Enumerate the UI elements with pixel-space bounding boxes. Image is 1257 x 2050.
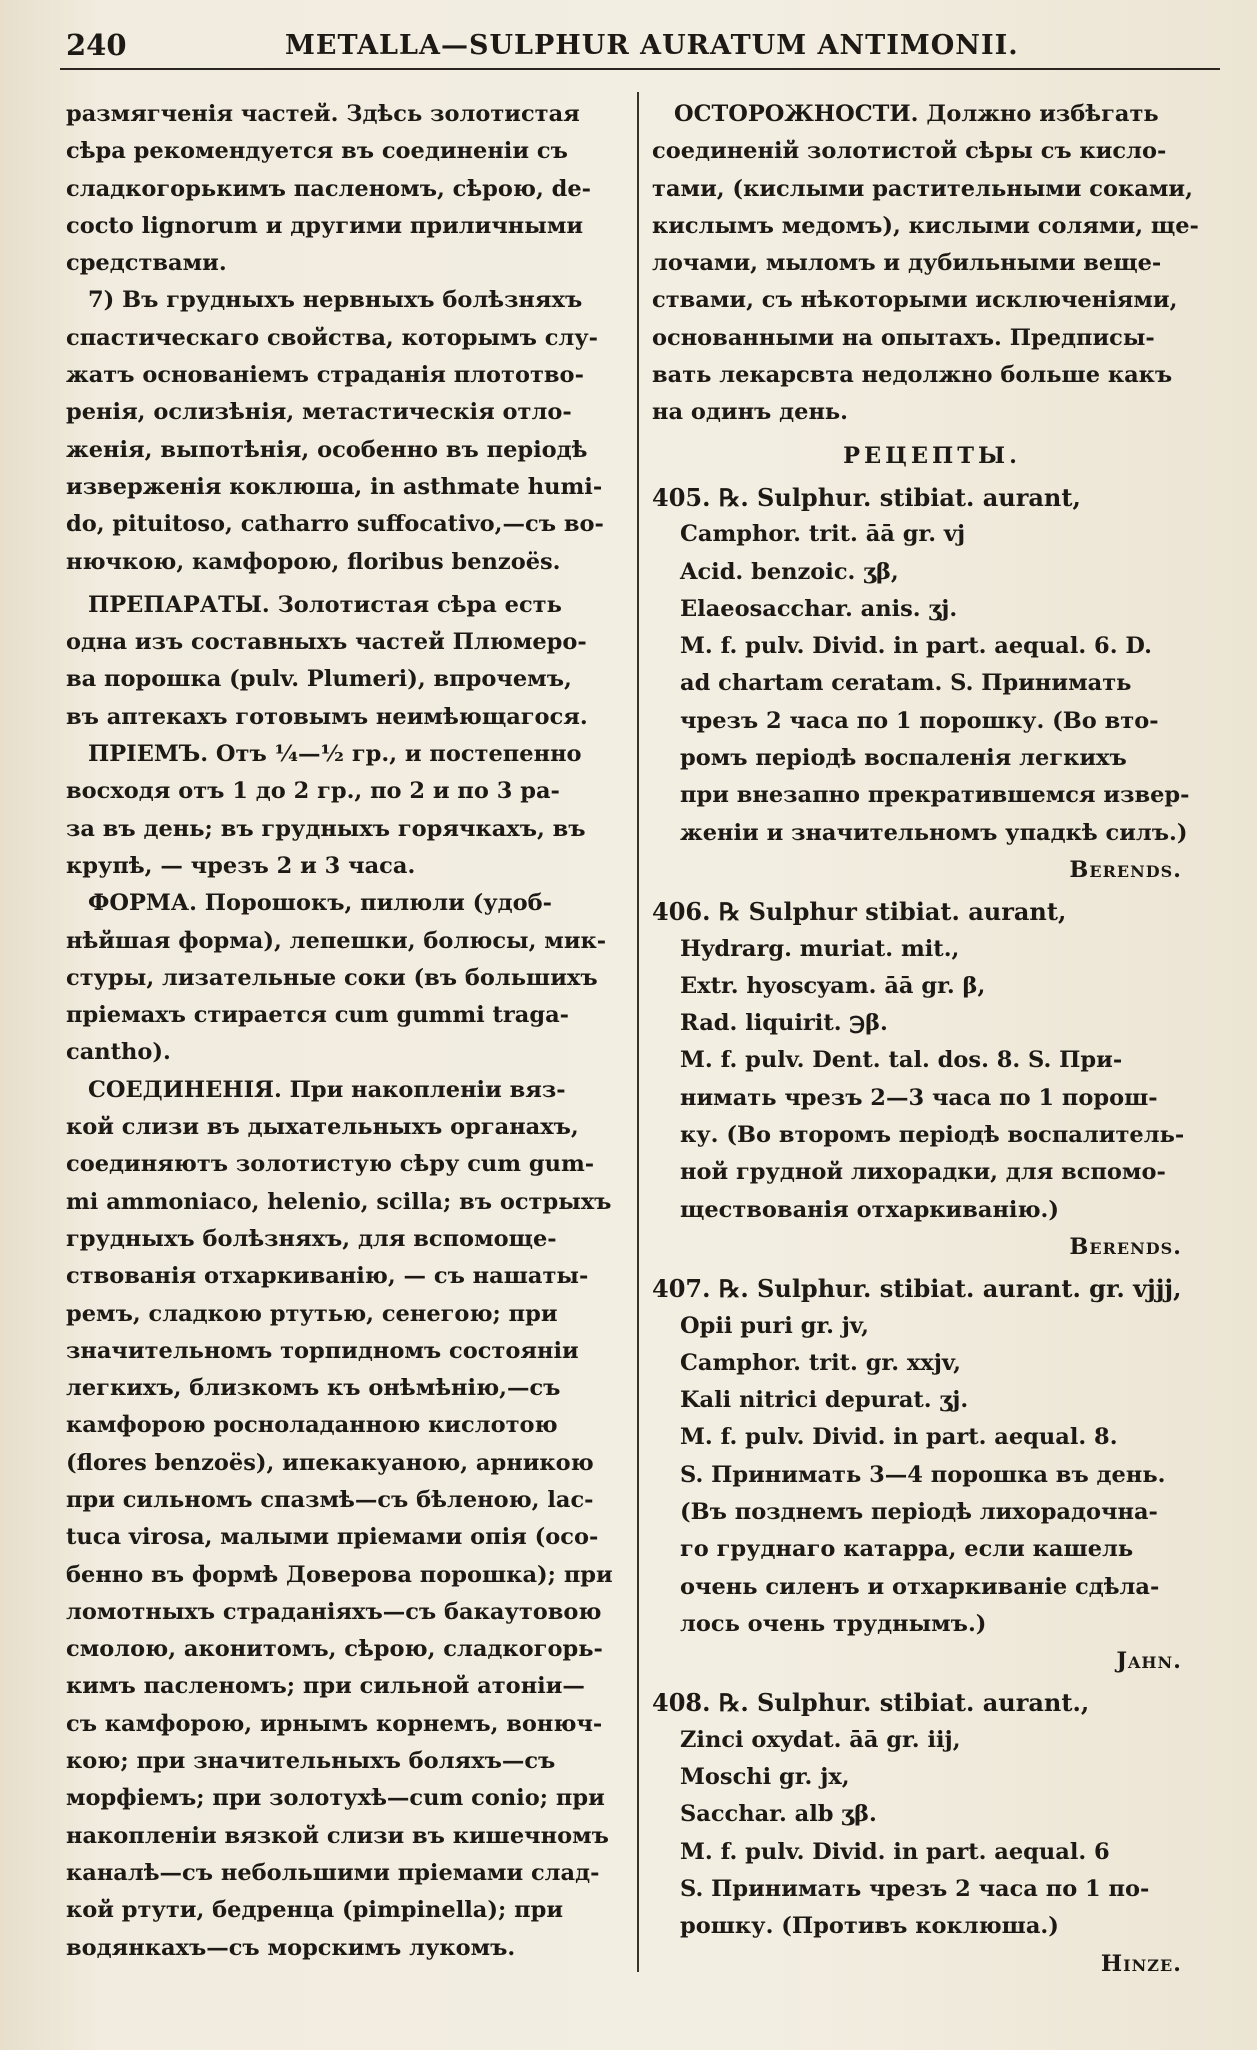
- text-line: съ камфорою, ирнымъ корнемъ, вонюч-: [66, 1710, 603, 1737]
- text-line: одна изъ составныхъ частей Плюмеро-: [66, 629, 587, 656]
- text-line: ку. (Во второмъ періодѣ воспалитель-: [680, 1122, 1185, 1149]
- text-line: кою; при значительныхъ боляхъ—съ: [66, 1748, 556, 1775]
- recipe-406-text: [652, 893, 1212, 1229]
- text-line: Opii puri gr. jv,: [680, 1312, 869, 1339]
- text-line: do, pituitoso, catharro suffocativo,—съ во-: [66, 511, 604, 538]
- text-line: бенно въ формѣ Доверова порошка); при: [66, 1561, 613, 1588]
- recipe-407: [652, 1270, 1212, 1680]
- text-line: средствами.: [66, 250, 227, 277]
- text-line: спастическаго свойства, которымъ слу-: [66, 324, 599, 351]
- right-column: [652, 96, 1212, 1983]
- text-line: кислымъ медомъ), кислыми солями, ще-: [652, 212, 1199, 239]
- text-line: 406. ℞ Sulphur stibiat. aurant,: [652, 897, 1067, 927]
- text-line: размягченія частей. Здѣсь золотистая: [66, 101, 580, 127]
- text-line: кой ртути, бедренца (pimpinella); при: [66, 1897, 564, 1924]
- text-line: 405. ℞. Sulphur. stibiat. aurant,: [652, 482, 1081, 512]
- text-line: ва порошка (pulv. Plumeri), впрочемъ,: [66, 666, 572, 693]
- text-line: основанными на опытахъ. Предписы-: [652, 324, 1155, 351]
- text-line: каналѣ—съ небольшими пріемами слад-: [66, 1859, 600, 1886]
- text-line: ad chartam ceratam. S. Принимать: [680, 670, 1132, 697]
- text-line: Kali nitrici depurat. ʒj.: [680, 1387, 969, 1414]
- text-line: 7) Въ грудныхъ нервныхъ болѣзняхъ: [88, 287, 583, 314]
- recipes-heading: РЕЦЕПТЫ.: [843, 442, 1021, 469]
- text-line: Hydrarg. muriat. mit.,: [680, 935, 960, 962]
- text-line: чрезъ 2 часа по 1 порошку. (Во вто-: [680, 707, 1159, 734]
- recipe-405-author: Berends.: [1069, 856, 1182, 883]
- text-line: при внезапно прекратившемся извер-: [680, 782, 1190, 809]
- text-line: ФОРМА. Порошокъ, пилюли (удоб-: [88, 890, 552, 917]
- text-line: въ аптекахъ готовымъ неимѣющагося.: [66, 703, 588, 730]
- page-number: 240: [66, 28, 127, 62]
- text-line: жатъ основаніемъ страданія плототво-: [66, 362, 584, 389]
- text-line: женія, выпотѣнія, особенно въ періодѣ: [66, 436, 588, 463]
- running-title: METALLA—SULPHUR AURATUM ANTIMONII.: [285, 30, 1019, 61]
- text-line: Acid. benzoic. ʒβ,: [680, 558, 899, 585]
- text-line: Moschi gr. jx,: [680, 1764, 850, 1791]
- text-line: го груднаго катарра, если кашель: [680, 1536, 1134, 1563]
- text-line: ромъ періодѣ воспаленія легкихъ: [680, 745, 1127, 772]
- text-line: соединяютъ золотистую сѣру cum gum-: [66, 1151, 595, 1178]
- text-line: морфіемъ; при золотухѣ—cum conio; при: [66, 1785, 605, 1812]
- text-line: нимать чрезъ 2—3 часа по 1 порош-: [680, 1084, 1158, 1111]
- text-line: женіи и значительномъ упадкѣ силъ.): [680, 819, 1188, 846]
- text-line: крупѣ, — чрезъ 2 и 3 часа.: [66, 852, 416, 879]
- text-line: стуры, лизательные соки (въ большихъ: [66, 964, 598, 991]
- paragraph-cautions: [652, 96, 1212, 432]
- paragraph-nervous-diseases: [66, 282, 624, 580]
- text-line: Camphor. trit. gr. xxjv,: [680, 1349, 961, 1376]
- text-line: сѣра рекомендуется въ соединеніи съ: [66, 138, 568, 165]
- text-line: кой слизи въ дыхательныхъ органахъ,: [66, 1114, 579, 1141]
- text-line: ной грудной лихорадки, для вспомо-: [680, 1159, 1166, 1186]
- recipe-406-author: Berends.: [1069, 1233, 1182, 1260]
- recipe-408-text: [652, 1684, 1212, 1945]
- recipe-405: [652, 479, 1212, 889]
- text-line: ствами, съ нѣкоторыми исключеніями,: [652, 287, 1178, 314]
- text-line: M. f. pulv. Divid. in part. aequal. 6: [680, 1838, 1110, 1865]
- text-line: восходя отъ 1 до 2 гр., по 2 и по 3 ра-: [66, 778, 560, 805]
- text-line: ломотныхъ страданіяхъ—съ бакаутовою: [66, 1598, 602, 1625]
- text-line: нючкою, камфорою, floribus benzoës.: [66, 548, 561, 575]
- text-line: легкихъ, близкомъ къ онѣмѣнію,—съ: [66, 1375, 561, 1402]
- text-line: (flores benzoës), ипекакуаною, арникою: [66, 1449, 594, 1476]
- text-line: M. f. pulv. Divid. in part. aequal. 8.: [680, 1424, 1118, 1451]
- column-divider: [637, 92, 639, 1972]
- text-line: на одинъ день.: [652, 399, 849, 426]
- text-line: S. Принимать чрезъ 2 часа по 1 по-: [680, 1875, 1150, 1902]
- text-line: камфорою росноладанною кислотою: [66, 1412, 558, 1439]
- text-line: изверженія коклюша, in asthmate humi-: [66, 473, 603, 500]
- left-column: [66, 96, 624, 1967]
- paragraph-dosage: [66, 736, 624, 885]
- text-line: M. f. pulv. Dent. tal. dos. 8. S. При-: [680, 1047, 1123, 1074]
- text-line: cantho).: [66, 1039, 171, 1066]
- text-line: водянкахъ—съ морскимъ лукомъ.: [66, 1934, 516, 1961]
- text-line: ПРЕПАРАТЫ. Золотистая сѣра есть: [88, 591, 562, 618]
- text-line: лось очень труднымъ.): [680, 1610, 987, 1637]
- text-line: ПРІЕМЪ. Отъ ¼—½ гр., и постепенно: [88, 741, 582, 768]
- recipe-406: [652, 893, 1212, 1266]
- text-line: при сильномъ спазмѣ—съ бѣленою, lac-: [66, 1486, 594, 1513]
- text-line: рошку. (Противъ коклюша.): [680, 1913, 1059, 1940]
- text-line: 407. ℞. Sulphur. stibiat. aurant. gr. vjjj,: [652, 1274, 1182, 1304]
- text-line: сладкогорькимъ пасленомъ, сѣрою, de-: [66, 175, 592, 202]
- text-line: значительномъ торпидномъ состояніи: [66, 1337, 579, 1364]
- paragraph-softening: [66, 96, 624, 282]
- text-line: Sacchar. alb ʒβ.: [680, 1801, 877, 1828]
- text-line: за въ день; въ грудныхъ горячкахъ, въ: [66, 815, 586, 842]
- text-line: тами, (кислыми растительными соками,: [652, 175, 1193, 202]
- text-line: mi ammoniaco, helenio, scilla; въ острыхъ: [66, 1188, 612, 1215]
- recipe-405-text: [652, 479, 1212, 852]
- paragraph-form: [66, 885, 624, 1071]
- text-line: ренія, ослизѣнія, метастическія отло-: [66, 399, 572, 426]
- text-line: лочами, мыломъ и дубильными веще-: [652, 250, 1162, 277]
- text-line: смолою, аконитомъ, сѣрою, сладкогорь-: [66, 1636, 603, 1663]
- text-line: кимъ пасленомъ; при сильной атоніи—: [66, 1673, 585, 1700]
- text-line: очень силенъ и отхаркиваніе сдѣла-: [680, 1573, 1160, 1600]
- text-line: нѣйшая форма), лепешки, болюсы, мик-: [66, 927, 607, 954]
- text-line: соединеній золотистой сѣры съ кисло-: [652, 138, 1167, 165]
- text-line: Rad. liquirit. ℈β.: [680, 1010, 888, 1037]
- text-line: СОЕДИНЕНІЯ. При накопленіи вяз-: [88, 1076, 566, 1103]
- text-line: 408. ℞. Sulphur. stibiat. aurant.,: [652, 1688, 1090, 1718]
- recipe-408: [652, 1684, 1212, 1982]
- text-line: Elaeosacchar. anis. ʒj.: [680, 595, 958, 622]
- text-line: S. Принимать 3—4 порошка въ день.: [680, 1461, 1166, 1488]
- text-line: Camphor. trit. āā gr. vj: [680, 521, 966, 548]
- text-line: Extr. hyoscyam. āā gr. β,: [680, 972, 986, 999]
- text-line: вать лекарсвта недолжно больше какъ: [652, 362, 1173, 389]
- text-line: cocto lignorum и другими приличными: [66, 212, 584, 239]
- running-head: [60, 28, 1220, 70]
- recipe-407-author: Jahn.: [1116, 1648, 1182, 1675]
- text-line: tuca virosa, малыми пріемами опія (осо-: [66, 1524, 599, 1551]
- text-line: грудныхъ болѣзняхъ, для вспомоще-: [66, 1225, 557, 1252]
- recipe-407-text: [652, 1270, 1212, 1643]
- recipe-408-author: Hinze.: [1100, 1950, 1182, 1977]
- paragraph-combinations: [66, 1072, 624, 1967]
- text-line: M. f. pulv. Divid. in part. aequal. 6. D.: [680, 633, 1152, 660]
- paragraph-preparations: [66, 587, 624, 736]
- text-line: пріемахъ стирается cum gummi traga-: [66, 1002, 570, 1029]
- text-line: Zinci oxydat. āā gr. iij,: [680, 1726, 961, 1753]
- text-line: накопленіи вязкой слизи въ кишечномъ: [66, 1822, 609, 1849]
- text-line: ствованія отхаркиванію, — съ нашаты-: [66, 1263, 589, 1290]
- text-line: ществованія отхаркиванію.): [680, 1196, 1060, 1223]
- text-line: (Въ позднемъ періодѣ лихорадочна-: [680, 1498, 1158, 1525]
- text-line: ОСТОРОЖНОСТИ. Должно избѣгать: [674, 101, 1159, 127]
- text-line: ремъ, сладкою ртутью, сенегою; при: [66, 1300, 558, 1327]
